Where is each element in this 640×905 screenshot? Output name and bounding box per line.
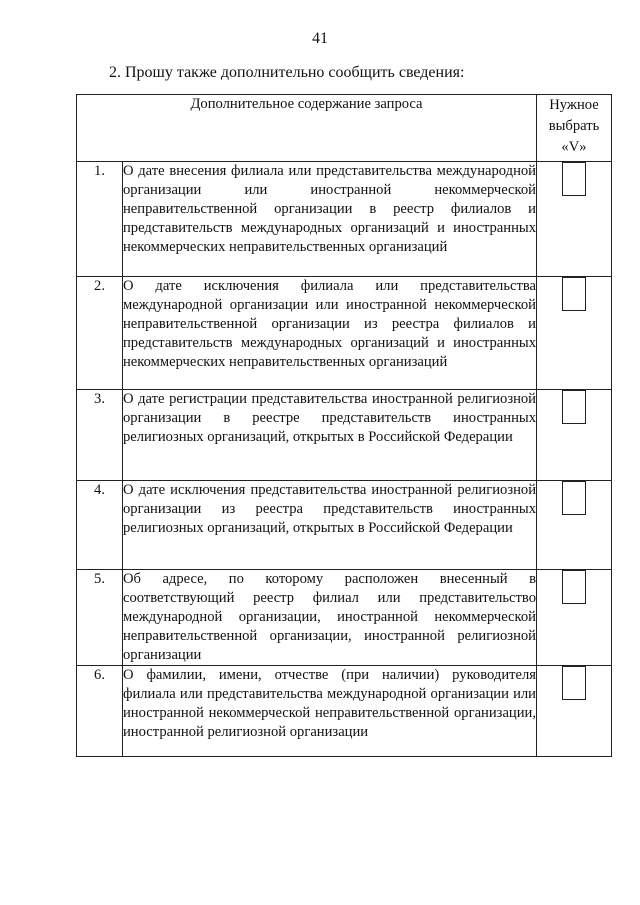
checkbox[interactable] [562,666,586,700]
choice-cell [537,481,612,570]
row-number: 6. [77,666,123,757]
table-row [77,666,612,757]
table-header-row [77,95,612,162]
intro-text: 2. Прошу также дополнительно сообщить сведения: [109,64,465,81]
table-row [77,162,612,277]
choice-cell [537,666,612,757]
choice-cell [537,162,612,277]
request-table [76,94,612,757]
row-number: 5. [77,570,123,666]
choice-cell [537,277,612,390]
header-choose-line3: «V» [561,139,587,155]
row-text: О дате исключения представительства иностранной религиозной организации из реестра представительств иностранных религиозных организаций, открытых в Российской Федерации [123,481,537,570]
header-choose [537,95,612,162]
checkbox[interactable] [562,162,586,196]
checkbox[interactable] [562,390,586,424]
table-row [77,570,612,666]
row-number: 1. [77,162,123,277]
header-choose-line1: Нужное [549,97,599,113]
row-number: 2. [77,277,123,390]
table-row [77,277,612,390]
checkbox[interactable] [562,277,586,311]
row-text: О фамилии, имени, отчестве (при наличии) руководителя филиала или представительства международной организации или иностранной некоммерческой неправительственной организации, иностранной религиозной организации [123,666,537,757]
choice-cell [537,390,612,481]
row-text: О дате регистрации представительства иностранной религиозной организации в реестре представительств иностранных религиозных организаций, открытых в Российской Федерации [123,390,537,481]
table-row [77,481,612,570]
page-number: 41 [312,30,328,47]
header-content: Дополнительное содержание запроса [77,95,537,162]
row-number: 3. [77,390,123,481]
checkbox[interactable] [562,481,586,515]
table-row [77,390,612,481]
header-choose-line2: выбрать [548,118,600,134]
choice-cell [537,570,612,666]
row-text: О дате внесения филиала или представительства международной организации или иностранной некоммерческой неправительственной организации в реестр филиалов и представительств международных организаций и иностранных некоммерческих неправительственных организаций [123,162,537,277]
row-text: Об адресе, по которому расположен внесенный в соответствующий реестр филиал или представительство международной организации, иностранной некоммерческой неправительственной организации, иностранной религиозной организации [123,570,537,666]
row-text: О дате исключения филиала или представительства международной организации или иностранной некоммерческой неправительственной организации из реестра филиалов и представительств международных организаций и иностранных некоммерческих неправительственных организаций [123,277,537,390]
checkbox[interactable] [562,570,586,604]
row-number: 4. [77,481,123,570]
